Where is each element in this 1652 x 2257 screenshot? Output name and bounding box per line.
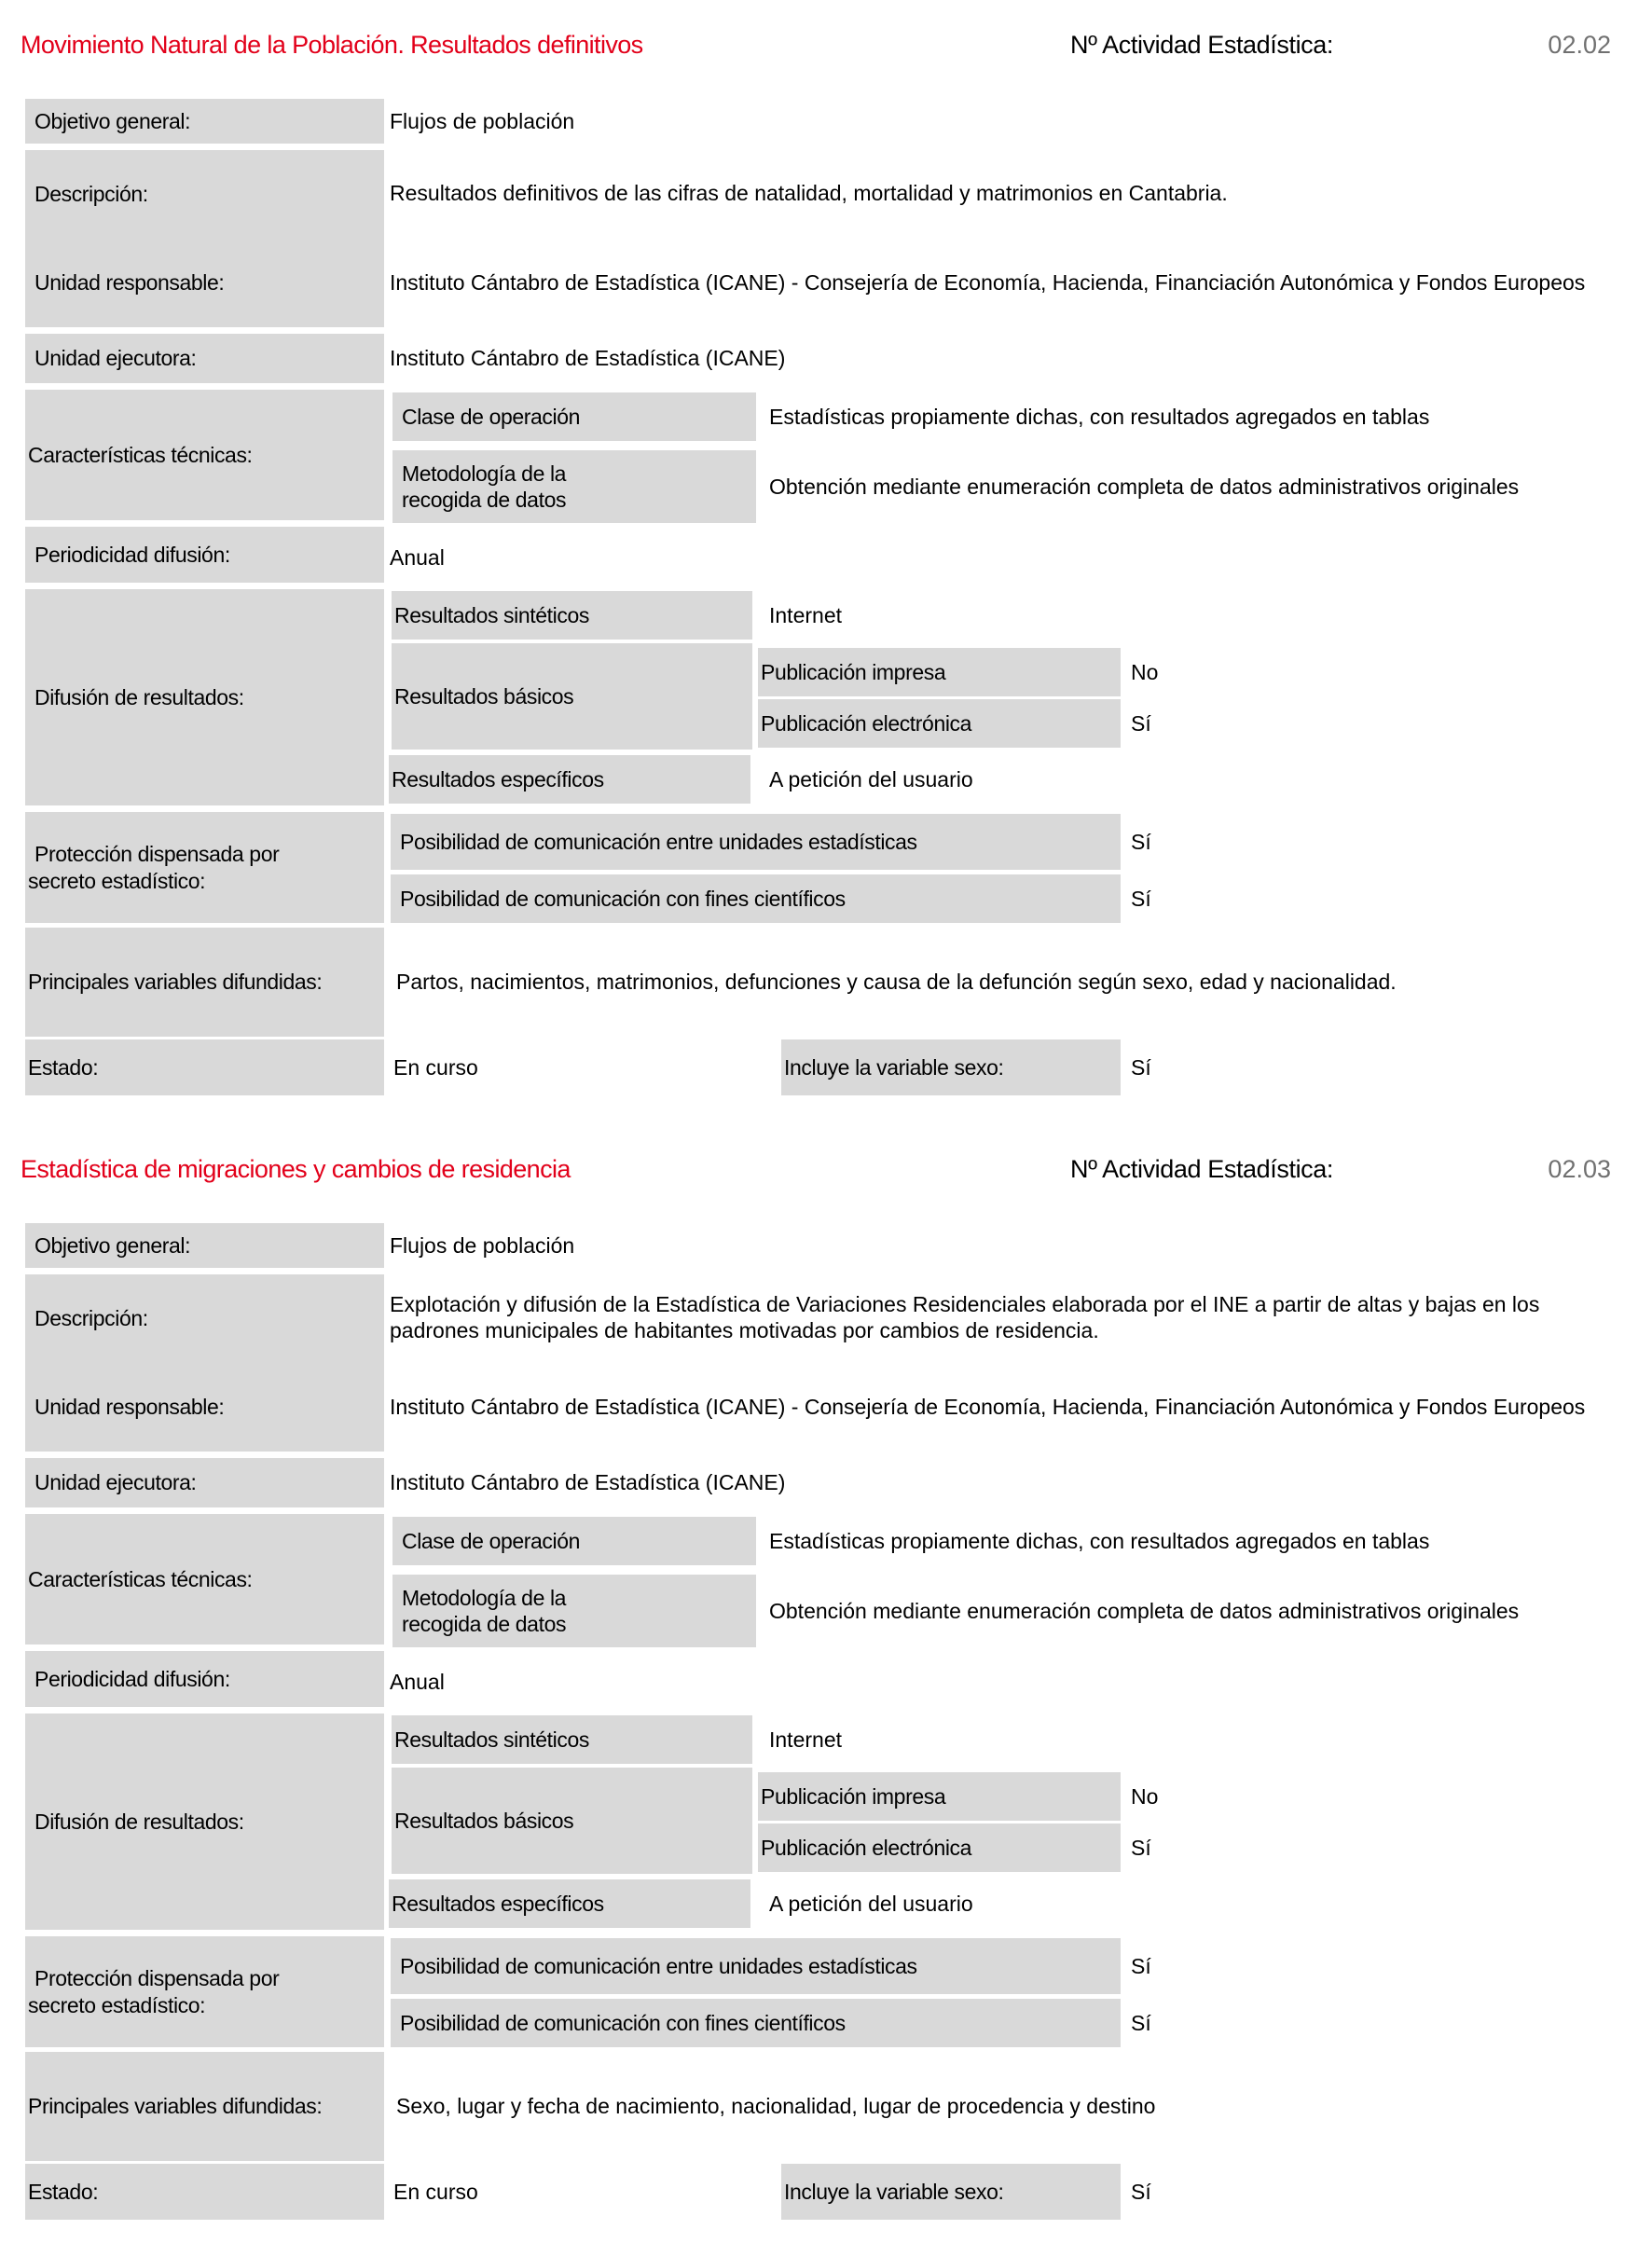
clase-operacion-value: Estadísticas propiamente dichas, con resultados agregados en tablas [769, 1528, 1430, 1553]
publicacion-electronica-label: Publicación electrónica [758, 699, 1121, 748]
operation-title: Movimiento Natural de la Población. Resultados definitivos [21, 31, 643, 59]
resultados-basicos-label: Resultados básicos [392, 643, 752, 750]
resultados-especificos-label: Resultados específicos [389, 755, 750, 804]
resultados-basicos-label: Resultados básicos [392, 1768, 752, 1874]
publicacion-impresa-value: No [1131, 1783, 1159, 1809]
periodicidad-value: Anual [390, 545, 445, 571]
proteccion-label [25, 1936, 384, 2047]
operation-title: Estadística de migraciones y cambios de residencia [21, 1155, 571, 1183]
variable-sexo-label: Incluye la variable sexo: [781, 1039, 1121, 1095]
descripcion-value: Resultados definitivos de las cifras de natalidad, mortalidad y matrimonios en Cantabria. [390, 180, 1228, 205]
objetivo-value: Flujos de población [390, 1232, 575, 1258]
variables-value: Sexo, lugar y fecha de nacimiento, nacionalidad, lugar de procedencia y destino [396, 2094, 1156, 2119]
com-unidades-label: Posibilidad de comunicación entre unidades estadísticas [391, 814, 1121, 870]
estado-label: Estado: [25, 1039, 384, 1095]
resultados-sinteticos-label: Resultados sintéticos [392, 591, 752, 640]
com-cientificos-value: Sí [1131, 2010, 1151, 2035]
periodicidad-label: Periodicidad difusión: [25, 1651, 384, 1707]
publicacion-impresa-label: Publicación impresa [758, 1772, 1121, 1821]
unidad-responsable-label: Unidad responsable: [34, 1394, 225, 1419]
proteccion-label-line2: secreto estadístico: [28, 1992, 206, 2017]
proteccion-label-line2: secreto estadístico: [28, 868, 206, 893]
objetivo-label: Objetivo general: [25, 1223, 384, 1268]
unidad-ejecutora-value: Instituto Cántabro de Estadística (ICANE) [390, 1470, 786, 1495]
caracteristicas-label: Características técnicas: [25, 1514, 384, 1645]
estado-value: En curso [393, 2179, 478, 2204]
clase-operacion-value: Estadísticas propiamente dichas, con resultados agregados en tablas [769, 404, 1430, 429]
resultados-especificos-value: A petición del usuario [769, 766, 973, 791]
metodologia-value: Obtención mediante enumeración completa de datos administrativos originales [769, 474, 1520, 499]
metodologia-label-line2: recogida de datos [402, 488, 567, 512]
metodologia-label-line1: Metodología de la [402, 1585, 567, 1610]
unidad-ejecutora-label: Unidad ejecutora: [25, 1458, 384, 1507]
com-cientificos-value: Sí [1131, 886, 1151, 911]
descripcion-value: Explotación y difusión de la Estadística de Variaciones Residenciales elaborada por el INE a partir de altas y bajas en los padrones municipales de habitantes motivadas por cambios de residencia. [390, 1291, 1540, 1342]
objetivo-label: Objetivo general: [25, 99, 384, 144]
resultados-sinteticos-value: Internet [769, 1727, 842, 1752]
variables-label: Principales variables difundidas: [25, 2052, 384, 2161]
unidad-responsable-label: Unidad responsable: [34, 269, 225, 295]
resultados-sinteticos-label: Resultados sintéticos [392, 1715, 752, 1764]
publicacion-impresa-label: Publicación impresa [758, 648, 1121, 696]
difusion-label: Difusión de resultados: [25, 589, 384, 805]
unidad-ejecutora-value: Instituto Cántabro de Estadística (ICANE) [390, 346, 786, 371]
publicacion-electronica-value: Sí [1131, 1835, 1151, 1860]
unidad-responsable-value: Instituto Cántabro de Estadística (ICANE) - Consejería de Economía, Hacienda, Financiación Autonómica y Fondos Europeos [390, 1394, 1586, 1419]
com-unidades-value: Sí [1131, 1953, 1151, 1978]
variable-sexo-label: Incluye la variable sexo: [781, 2164, 1121, 2220]
resultados-especificos-label: Resultados específicos [389, 1879, 750, 1928]
publicacion-electronica-label: Publicación electrónica [758, 1823, 1121, 1872]
clase-operacion-label: Clase de operación [392, 392, 756, 441]
metodologia-label-line1: Metodología de la [402, 461, 567, 486]
com-unidades-value: Sí [1131, 829, 1151, 854]
activity-number-label: Nº Actividad Estadística: [1070, 1155, 1333, 1183]
difusion-label: Difusión de resultados: [25, 1713, 384, 1930]
com-unidades-label: Posibilidad de comunicación entre unidades estadísticas [391, 1938, 1121, 1994]
variables-label: Principales variables difundidas: [25, 928, 384, 1037]
variable-sexo-value: Sí [1131, 1054, 1151, 1080]
variable-sexo-value: Sí [1131, 2179, 1151, 2204]
estado-label: Estado: [25, 2164, 384, 2220]
ficha-02-02 [0, 0, 1652, 1119]
unidad-responsable-value: Instituto Cántabro de Estadística (ICANE) - Consejería de Economía, Hacienda, Financiación Autonómica y Fondos Europeos [390, 269, 1586, 295]
activity-number-label: Nº Actividad Estadística: [1070, 31, 1333, 59]
ficha-02-03 [0, 1124, 1652, 2243]
metodologia-value: Obtención mediante enumeración completa de datos administrativos originales [769, 1598, 1520, 1623]
metodologia-label [392, 1575, 756, 1647]
periodicidad-label: Periodicidad difusión: [25, 527, 384, 583]
estado-value: En curso [393, 1054, 478, 1080]
proteccion-label [25, 812, 384, 923]
objetivo-value: Flujos de población [390, 108, 575, 133]
descripcion-label: Descripción: [34, 1305, 148, 1330]
clase-operacion-label: Clase de operación [392, 1517, 756, 1565]
com-cientificos-label: Posibilidad de comunicación con fines científicos [391, 1999, 1121, 2047]
variables-value: Partos, nacimientos, matrimonios, defunciones y causa de la defunción según sexo, edad y nacionalidad. [396, 970, 1397, 995]
activity-number-value: 02.03 [1548, 1155, 1611, 1183]
activity-number-value: 02.02 [1548, 31, 1611, 59]
caracteristicas-label: Características técnicas: [25, 390, 384, 520]
descripcion-label: Descripción: [34, 181, 148, 206]
proteccion-label-line1: Protección dispensada por [34, 842, 280, 867]
periodicidad-value: Anual [390, 1670, 445, 1695]
metodologia-label-line2: recogida de datos [402, 1612, 567, 1636]
proteccion-label-line1: Protección dispensada por [34, 1966, 280, 1991]
publicacion-electronica-value: Sí [1131, 710, 1151, 736]
publicacion-impresa-value: No [1131, 659, 1159, 684]
com-cientificos-label: Posibilidad de comunicación con fines científicos [391, 874, 1121, 923]
metodologia-label [392, 450, 756, 523]
resultados-especificos-value: A petición del usuario [769, 1891, 973, 1916]
unidad-ejecutora-label: Unidad ejecutora: [25, 334, 384, 383]
resultados-sinteticos-value: Internet [769, 602, 842, 627]
